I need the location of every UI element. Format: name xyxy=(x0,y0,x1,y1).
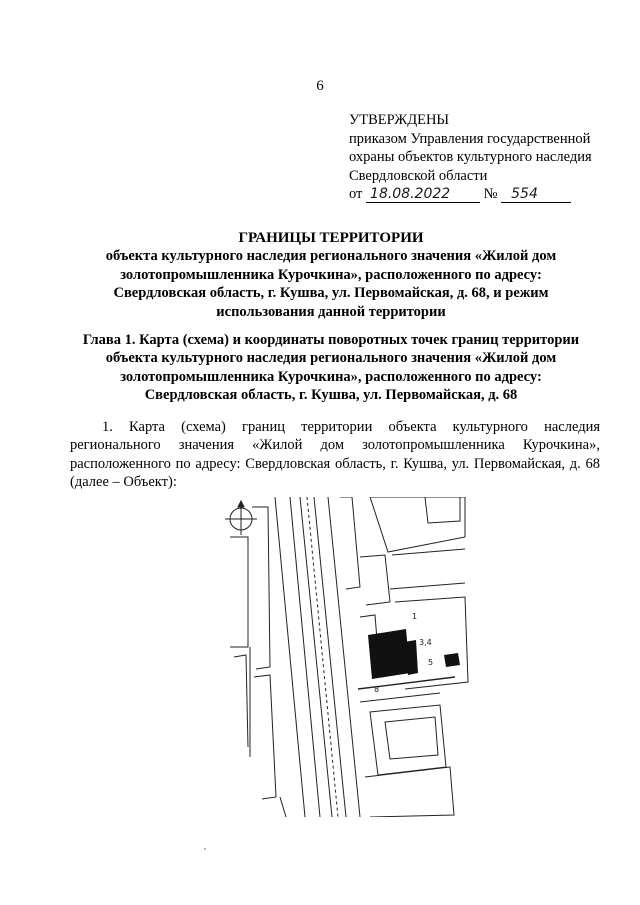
map-label-8: 8 xyxy=(374,685,380,694)
approval-line-1: приказом Управления государственной xyxy=(349,130,591,147)
paragraph-line-4: (далее – Объект): xyxy=(70,474,177,491)
map-label-34: 3,4 xyxy=(419,638,432,647)
north-arrow-icon xyxy=(225,501,257,535)
approval-heading: УТВЕРЖДЕНЫ xyxy=(349,112,450,128)
heritage-object-building xyxy=(368,629,460,679)
title-heading: ГРАНИЦЫ ТЕРРИТОРИИ xyxy=(238,230,424,246)
paragraph-line-1: 1. Карта (схема) границ территории объекта культурного наследия xyxy=(102,419,600,435)
territory-map xyxy=(210,497,470,817)
chapter-line-2: объекта культурного наследия регионального значения «Жилой дом xyxy=(105,350,557,367)
page-number: 6 xyxy=(316,78,324,94)
date-prefix: от xyxy=(349,186,363,203)
title-line-2: золотопромышленника Курочкина», расположенного по адресу: xyxy=(120,266,542,283)
handwritten-number: 554 xyxy=(501,187,571,203)
paragraph-line-3: расположенного по адресу: Свердловская область, г. Кушва, ул. Первомайская, д. 68 xyxy=(70,455,600,472)
scan-speck xyxy=(204,848,206,850)
number-sign: № xyxy=(483,186,498,203)
chapter-heading xyxy=(60,331,602,405)
approval-date-row xyxy=(349,185,592,204)
approval-line-3: Свердловской области xyxy=(349,167,488,184)
body-paragraph xyxy=(70,418,600,492)
approval-block xyxy=(349,111,592,204)
handwritten-date: 18.08.2022 xyxy=(366,187,480,203)
title-line-4: использования данной территории xyxy=(216,303,446,320)
paragraph-line-2: регионального значения «Жилой дом золотопромышленника Курочкина», xyxy=(70,437,600,454)
chapter-line-4: Свердловская область, г. Кушва, ул. Первомайская, д. 68 xyxy=(144,387,518,404)
title-line-1: объекта культурного наследия регионального значения «Жилой дом xyxy=(105,248,557,265)
map-label-1: 1 xyxy=(412,612,418,621)
map-label-5: 5 xyxy=(428,658,434,667)
approval-line-2: охраны объектов культурного наследия xyxy=(349,149,592,166)
chapter-line-1: Глава 1. Карта (схема) и координаты поворотных точек границ территории xyxy=(82,332,580,348)
title-line-3: Свердловская область, г. Кушва, ул. Первомайская, д. 68, и режим xyxy=(113,285,549,302)
document-title xyxy=(60,229,602,321)
chapter-line-3: золотопромышленника Курочкина», расположенного по адресу: xyxy=(120,368,542,385)
